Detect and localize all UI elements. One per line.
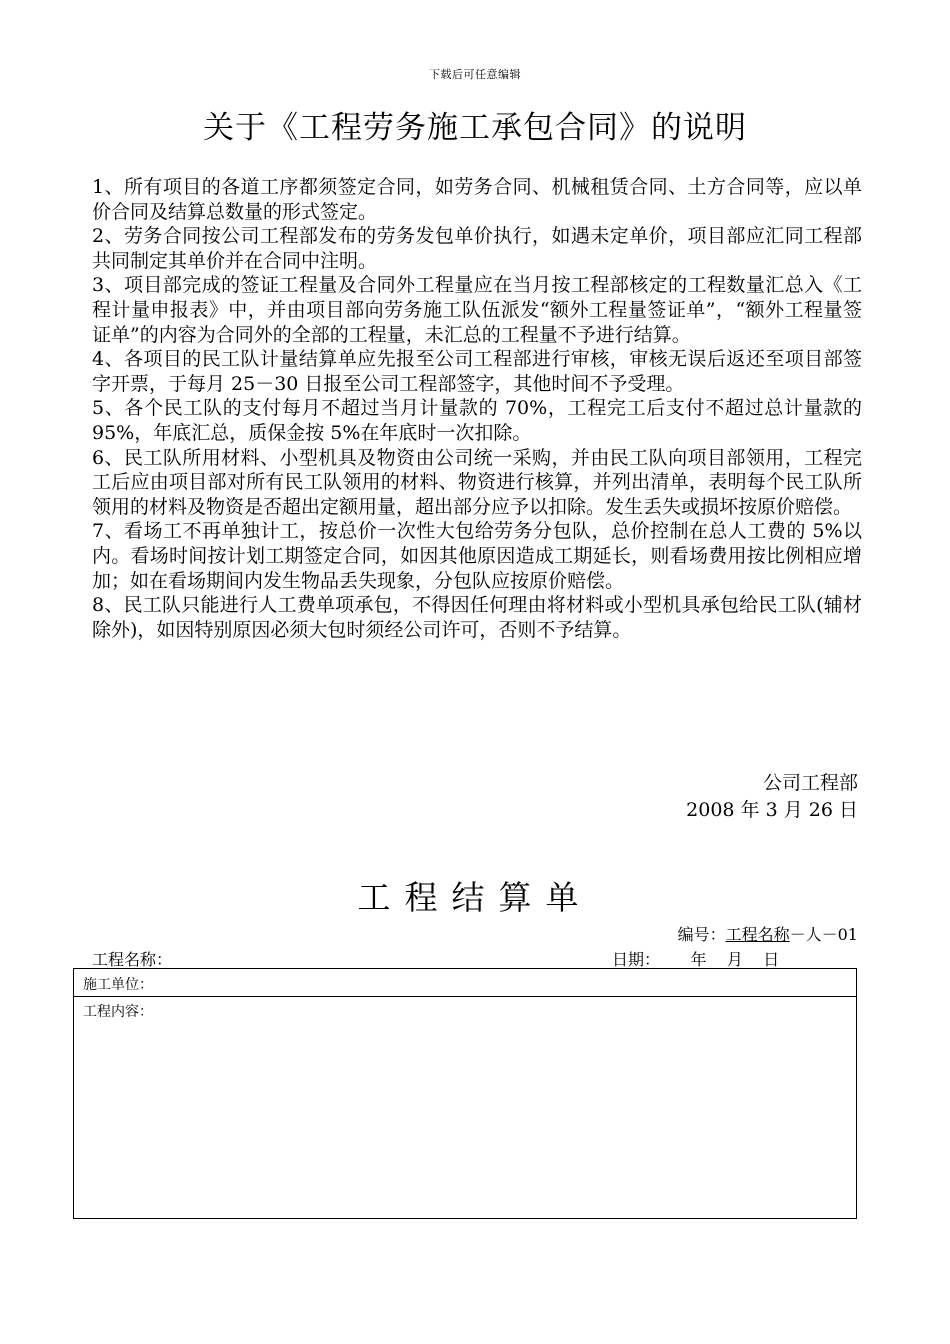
signature-block — [686, 770, 858, 824]
paragraph-1: 1、所有项目的各道工序都须签定合同，如劳务合同、机械租赁合同、土方合同等，应以单价合同及结算总数量的形式签定。 — [92, 176, 862, 223]
settlement-form-table — [73, 968, 857, 1219]
paragraph-6: 6、民工队所用材料、小型机具及物资由公司统一采购，并由民工队向项目部领用，工程完工后应由项目部对所有民工队领用的材料、物资进行核算，并列出清单，表明每个民工队所领用的材料及物资是否超出定额用量，超出部分应予以扣除。发生丢失或损坏按原价赔偿。 — [92, 446, 862, 518]
serial-suffix: －人－01 — [789, 925, 858, 944]
signature-date: 2008 年 3 月 26 日 — [686, 799, 858, 821]
construction-unit-label: 施工单位： — [83, 977, 153, 993]
document-title: 关于《工程劳务施工承包合同》的说明 — [203, 110, 747, 146]
serial-label: 编号： — [677, 925, 726, 944]
form-title: 工程结算单 — [357, 878, 593, 917]
construction-unit-row — [74, 969, 856, 997]
paragraph-7: 7、看场工不再单独计工，按总价一次性大包给劳务分包队，总价控制在总人工费的 5%以内。看场时间按计划工期签定合同，如因其他原因造成工期延长，则看场费用按比例相应增加；如在看场期间内发生物品丢失现象，分包队应按原价赔偿。 — [92, 520, 862, 592]
project-name-label: 工程名称： — [92, 950, 173, 969]
body-text — [92, 175, 862, 642]
date-label: 日期： 年 月 日 — [612, 950, 780, 969]
paragraph-3: 3、项目部完成的签证工程量及合同外工程量应在当月按工程部核定的工程数量汇总入《工程计量申报表》中，并由项目部向劳务施工队伍派发“额外工程量签证单”，“额外工程量签证单”的内容为合同外的全部的工程量，未汇总的工程量不予进行结算。 — [92, 274, 862, 346]
project-content-row — [74, 997, 856, 1021]
paragraph-5: 5、各个民工队的支付每月不超过当月计量款的 70%，工程完工后支付不超过总计量款的 95%，年底汇总，质保金按 5%在年底时一次扣除。 — [92, 397, 862, 444]
paragraph-2: 2、劳务合同按公司工程部发布的劳务发包单价执行，如遇未定单价，项目部应汇同工程部共同制定其单价并在合同中注明。 — [92, 225, 862, 272]
serial-number — [678, 922, 858, 945]
header-note: 下载后可任意编辑 — [429, 68, 521, 81]
project-content-label: 工程内容： — [83, 1004, 153, 1020]
paragraph-4: 4、各项目的民工队计量结算单应先报至公司工程部进行审核，审核无误后返还至项目部签字开票，于每月 25－30 日报至公司工程部签字，其他时间不予受理。 — [92, 348, 862, 395]
serial-project-name: 工程名称 — [725, 925, 790, 944]
signature-dept: 公司工程部 — [762, 772, 858, 794]
paragraph-8: 8、民工队只能进行人工费单项承包，不得因任何理由将材料或小型机具承包给民工队(辅材除外)，如因特别原因必须大包时须经公司许可，否则不予结算。 — [92, 594, 862, 641]
